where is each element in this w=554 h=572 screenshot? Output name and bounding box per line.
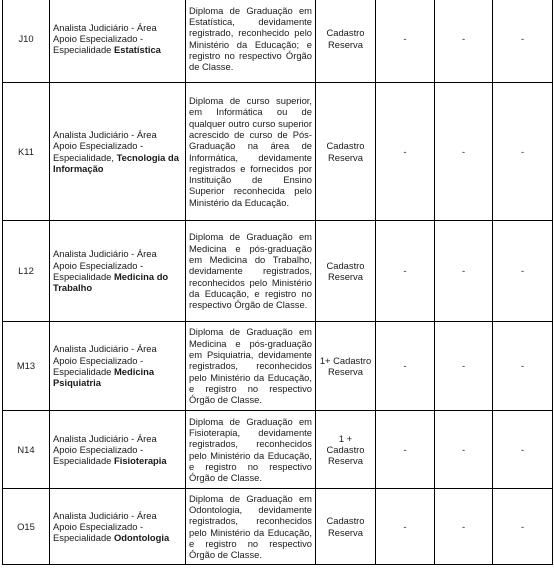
cargo-description [50, 221, 186, 322]
table-row [3, 411, 553, 489]
requirements-cell: Diploma de Graduação em Fisioterapia, devidamente registrados, reconhecidos pelo Ministério da Educação, e registro no respectivo Órgão de Classe. [186, 411, 316, 489]
dash-cell: - [376, 0, 435, 83]
cargo-text: Analista Judiciário - Área Apoio Especializado - Especialidade [53, 21, 157, 56]
cargo-code: K11 [3, 83, 50, 221]
cargo-text: Analista Judiciário - Área Apoio Especializado - Especialidade [53, 432, 157, 467]
cargo-text: Analista Judiciário - Área Apoio Especializado - Especialidade [53, 248, 157, 282]
cargo-description [50, 0, 186, 83]
dash-cell: - [493, 411, 553, 489]
vacancies-cell: Cadastro Reserva [316, 83, 376, 221]
cargo-code: M13 [3, 322, 50, 411]
cargo-specialty: Estatística [113, 44, 161, 56]
table-row [3, 221, 553, 322]
requirements-cell: Diploma de curso superior, em Informática ou de qualquer outro curso superior acrescido de curso de Pós-Graduação na área de Informática, devidamente registrados e fornecidos por Instituição de Ensino Superior reconhecida pelo Ministério da Educação. [186, 83, 316, 221]
cargo-text: Analista Judiciário - Área Apoio Especializado - Especialidade [53, 509, 157, 544]
requirements-cell: Diploma de Graduação em Estatística, devidamente registrado, reconhecido pelo Ministério da Educação; e registro no respectivo Órgão de Classe. [186, 0, 316, 83]
cargo-description [50, 83, 186, 221]
requirements-cell: Diploma de Graduação em Medicina e pós-graduação em Medicina do Trabalho, devidamente registrados, reconhecidos pelo Ministério da Educação, e registro no respectivo Órgão de Classe. [186, 221, 316, 322]
cargo-description [50, 489, 186, 565]
dash-cell: - [435, 322, 493, 411]
cargo-description [50, 411, 186, 489]
cargo-specialty: Medicina Psiquiatria [53, 366, 155, 389]
vacancies-cell: Cadastro Reserva [316, 221, 376, 322]
dash-cell: - [435, 489, 493, 565]
vacancies-cell: Cadastro Reserva [316, 0, 376, 83]
cargo-description [50, 322, 186, 411]
dash-cell: - [493, 0, 553, 83]
vacancies-cell: 1 + Cadastro Reserva [316, 411, 376, 489]
cargo-code: J10 [3, 0, 50, 83]
dash-cell: - [435, 221, 493, 322]
table-row [3, 322, 553, 411]
table-row [3, 83, 553, 221]
dash-cell: - [493, 221, 553, 322]
requirements-cell: Diploma de Graduação em Odontologia, devidamente registrados, reconhecidos pelo Ministério da Educação, e registro no respectivo Órgão de Classe. [186, 489, 316, 565]
cargo-specialty: Medicina do Trabalho [53, 271, 169, 294]
dash-cell: - [376, 322, 435, 411]
vacancies-table [2, 0, 553, 565]
cargo-code: N14 [3, 411, 50, 489]
dash-cell: - [376, 221, 435, 322]
cargo-text: Analista Judiciário - Área Apoio Especializado - Especialidade, [53, 128, 157, 163]
cargo-text: Analista Judiciário - Área Apoio Especializado - Especialidade [53, 343, 157, 377]
cargo-code: L12 [3, 221, 50, 322]
dash-cell: - [435, 83, 493, 221]
vacancies-cell: 1+ Cadastro Reserva [316, 322, 376, 411]
cargo-specialty: Fisioterapia [113, 455, 167, 467]
table-row [3, 0, 553, 83]
table-row [3, 489, 553, 565]
dash-cell: - [493, 83, 553, 221]
dash-cell: - [376, 83, 435, 221]
dash-cell: - [493, 322, 553, 411]
cargo-code: O15 [3, 489, 50, 565]
dash-cell: - [435, 0, 493, 83]
dash-cell: - [435, 411, 493, 489]
cargo-specialty: Tecnologia da Informação [53, 151, 179, 174]
requirements-cell: Diploma de Graduação em Medicina e pós-graduação em Psiquiatria, devidamente registrados, reconhecidos pelo Ministério da Educação, e registro no respectivo Órgão de Classe. [186, 322, 316, 411]
vacancies-cell: Cadastro Reserva [316, 489, 376, 565]
cargo-specialty: Odontologia [113, 532, 170, 544]
dash-cell: - [376, 411, 435, 489]
dash-cell: - [376, 489, 435, 565]
dash-cell: - [493, 489, 553, 565]
